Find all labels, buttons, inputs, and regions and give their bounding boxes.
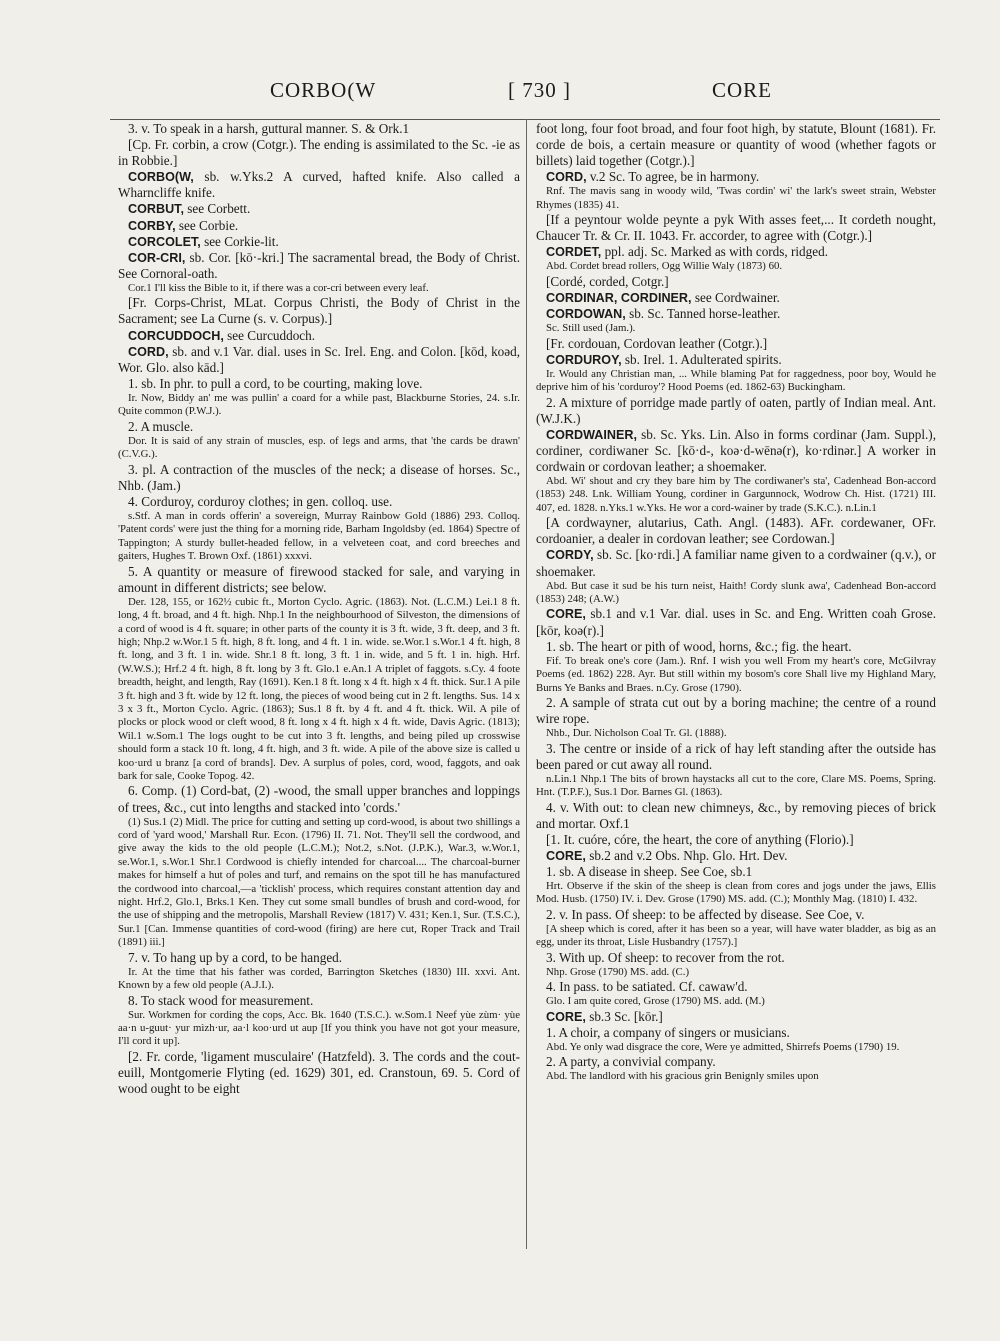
sense-paragraph: [If a peyntour wolde peynte a pyk With asses feet,... It cordeth nought, Chaucer Tr. & Cr. II. 1043. Fr. accorder, to agree with (Cotgr.).] [536,212,936,244]
dictionary-entry [118,218,520,234]
headword: CORE, [546,848,586,863]
dictionary-entry [118,234,520,250]
entry-text: see Cordwainer. [691,289,780,305]
sense-paragraph: 1. sb. The heart or pith of wood, horns, &c.; fig. the heart. [546,638,852,654]
sense-paragraph: 1. A choir, a company of singers or musicians. [546,1024,790,1040]
entry-text: sb.3 Sc. [kōr.] [585,1008,663,1024]
citation: Der. 128, 155, or 162½ cubic ft., Morton Cyclo. Agric. (1863). Not. (L.C.M.) Lei.1 8 ft. long, 4 ft. broad, and 4 ft. high. Nhp.1 In the neighbourhood of Silveston, the dimensions of a cord of wood is 4 ft. square; in other parts of the county it is 3 ft. wide, 3 ft. deep, and 3 ft. high; Nhp.2 w.Wor.1 5 ft. high, 8 ft. long, and 4 ft. 1 in. wide. se.Wor.1 s.Wor.1 4 ft. high, 8 ft. long, and 3 ft. 1 in. wide. Shr.1 8 ft. long, 3 ft. 1 in. wide, and 5 ft. 1 in. high. Hrf. (W.W.S.); Hrf.2 4 ft. high, 8 ft. long by 3 ft. Glo.1 e.An.1 A triplet of faggots. s.Cy. 4 foote breadth, height, and length, Ray (1691). Ken.1 8 ft. long x 4 ft. high x 4 ft. thick. Sur.1 A pile 3 ft. high and 3 ft. wide by 12 ft. long, the pieces of wood being cut in 2 ft. lengths. Sus. 14 x 3 x 3 ft., Morton Cyclo. Agric. (1863); Sus.1 8 ft. by 4 ft. and 4 ft. thick. Wil. A pile of plocks or plock wood or cleft wood, 8 ft. long x 4 ft. high x 4 ft. wide, Davis Agric. (1813); Wil.1 w.Som.1 The logs ought to be cut into 3 ft. lengths, and being piled up crosswise should form a stack 10 ft. long, 4 ft. high, and 3 ft. wide. A pile of the above size is called u koo·urd u branz [a cord of brands]. Dev. A surplus of poles, cord, wood, faggots, and oak bark for sale, Cooke Topog. 42. [118,595,520,782]
sense-paragraph: 4. In pass. to be satiated. Cf. cawaw'd. [546,979,748,995]
entry-text: sb. Sc. Tanned horse-leather. [625,306,781,322]
headword: CORBO(W, [128,170,194,185]
headword: CORBUT, [128,202,184,217]
sense-paragraph: 3. pl. A contraction of the muscles of the neck; a disease of horses. Sc., Nhb. (Jam.) [118,461,520,493]
sense-paragraph: 7. v. To hang up by a cord, to be hanged. [128,949,343,965]
sense-paragraph: [Fr. cordouan, Cordovan leather (Cotgr.).] [546,335,768,351]
entry-text: sb. Sc. Yks. Lin. Also in forms cordinar (Jam. Suppl.), cordiner, cordiwaner Sc. [kō·d-, koə·d-wēnə(r), ko·rdinər.] A worker in cordwain or cordovan leather; a shoemaker. [536,426,936,474]
sense-paragraph: [Fr. Corps-Christ, MLat. Corpus Christi, the Body of Christ in the Sacrament; see La Curne (s. v. Corpus).] [118,295,520,327]
column-divider [526,119,527,1249]
headword: CORBY, [128,218,176,233]
citation: Sur. Workmen for cording the cops, Acc. Bk. 1640 (T.S.C.). w.Som.1 Neef yùe zùm· yùe aa·n u-guut· yur mìzh·ur, aa·l koo·urd ut aup [If you think you have not got your measure, I'll cord it up]. [118,1008,520,1048]
dictionary-entry [118,169,520,201]
running-head-left: CORBO(W [270,78,377,102]
sense-paragraph: 2. A sample of strata cut out by a boring machine; the centre of a round wire rope. [536,694,936,727]
headword: CORCUDDOCH, [128,328,224,343]
headword: CORDINAR, CORDINER, [546,290,692,305]
citation: Rnf. The mavis sang in woody wild, 'Twas cordin' wi' the lark's sweet strain, Webster Rhymes (1835) 41. [536,185,936,211]
sense-paragraph: 3. With up. Of sheep: to recover from the rot. [546,949,785,965]
left-column [118,121,520,1247]
citation: Ir. Would any Christian man, ... While blaming Pat for raggedness, poor boy, Would he deprive him of his 'corduroy'? Hood Poems (ed. 1862-63) Buckingham. [536,367,936,394]
sense-paragraph: 4. Corduroy, corduroy clothes; in gen. colloq. use. [128,493,393,509]
sense-paragraph: 8. To stack wood for measurement. [128,992,314,1008]
entry-text: ppl. adj. Sc. Marked as with cords, ridged. [601,244,828,260]
entry-text: sb. w.Yks.2 A curved, hafted knife. Also called a Wharncliffe knife. [118,169,520,201]
dictionary-entry [536,306,936,322]
sense-paragraph: [1. It. cuóre, córe, the heart, the core of anything (Florio).] [546,831,854,847]
headword: CORDUROY, [546,352,622,367]
dictionary-entry [118,250,520,282]
dictionary-entry [536,606,936,638]
citation: Cor.1 I'll kiss the Bible to it, if there was a cor-cri between every leaf. [128,281,429,294]
dictionary-entry [536,848,936,864]
entry-text: sb.1 and v.1 Var. dial. uses in Sc. and Eng. Written coah Grose. [kōr, koə(r).] [536,606,936,638]
entry-text: sb. Irel. 1. Adulterated spirits. [621,351,782,367]
headword: CORDET, [546,245,602,260]
entry-text: see Corbie. [175,217,239,233]
sense-paragraph: 3. v. To speak in a harsh, guttural manner. S. & Ork.1 [128,121,410,136]
sense-paragraph: 2. A mixture of porridge made partly of oaten, partly of Indian meal. Ant. (W.J.K.) [536,394,936,426]
citation: Ir. Now, Biddy an' me was pullin' a coard for a while past, Blackburne Stories, 24. s.Ir. Quite common (P.W.J.). [118,391,520,418]
entry-text: see Corkie-lit. [200,233,279,249]
citation: Sc. Still used (Jam.). [546,322,636,335]
citation: Abd. Ye only wad disgrace the core, Were ye admitted, Shirrefs Poems (1790) 19. [546,1040,900,1053]
sense-paragraph: [2. Fr. corde, 'ligament musculaire' (Hatzfeld). 3. The cords and the cout-euill, Montgomerie Flyting (ed. 1629) 301, ed. Cranstoun, 69. 5. Cord of wood ought to be eight [118,1048,520,1097]
citation: Nhb., Dur. Nicholson Coal Tr. Gl. (1888). [546,727,727,740]
citation: Ir. At the time that his father was corded, Barrington Sketches (1830) III. xxvi. Ant. Known by a few old people (A.J.I.). [118,965,520,992]
entry-text: sb. Cor. [kō·-kri.] The sacramental bread, the Body of Christ. See Cornoral-oath. [118,249,520,281]
sense-paragraph: foot long, four foot broad, and four foot high, by statute, Blount (1681). Fr. corde de bois, a certain measure or quantity of wood (whether fagots or billets) laid together (Cotgr.).] [536,121,936,169]
citation: Glo. I am quite cored, Grose (1790) MS. add. (M.) [546,995,765,1008]
sense-paragraph: 2. A party, a convivial company. [546,1054,716,1070]
citation: Hrt. Observe if the skin of the sheep is clean from cores and jogs under the jaws, Ellis Mod. Husb. (1750) IV. i. Dev. Grose (1790) MS. add. (C.); Monthly Mag. (1810) I. 432. [536,880,936,906]
headword: CORCOLET, [128,234,201,249]
citation: (1) Sus.1 (2) Midl. The price for cutting and setting up cord-wood, is about two shillings a cord of 'yard wood,' Marshall Rur. Econ. (1796) II. 71. Not. They'll sell the cordwood, and give away the kids to the old people (L.C.M.); Not.2, s.Not. (J.P.K.), War.3, w.Wor.1, se.Wor.1, s.Wor.1 Shr.1 Cordwood is chiefly intended for charcoal.... The charcoal-burner makes for himself a hut of poles and turf, and remains on the spot till he has manufactured the cordwood into charcoal,—a 'ticklish' process, which requires constant attention day and night. Hrf.2, Glo.1, Brks.1 Ken. They cut some small bundles of brush and cord-wood, for the use of shipping and the metropolis, Marshall Review (1817) V. 431; Ken.1, Sur. (T.S.C.), Sur.1 [Can. Immense quantities of cord-wood (firing) are here cut, Roper Track and Trail (1891) iii.] [118,815,520,949]
entry-text: sb.2 and v.2 Obs. Nhp. Glo. Hrt. Dev. [585,847,788,863]
sense-paragraph: [Cordé, corded, Cotgr.] [546,273,669,289]
headword: CORE, [546,1009,586,1024]
entry-text: sb. and v.1 Var. dial. uses in Sc. Irel. Eng. and Colon. [kōd, koəd, Wor. Glo. also kād.] [118,343,520,375]
citation: Dor. It is said of any strain of muscles, esp. of legs and arms, that 'the cards be drawn' (C.V.G.). [118,434,520,461]
dictionary-entry [118,344,520,376]
citation: [A sheep which is cored, after it has been so a year, will have water bladder, as big as an egg, under its throat, Lisle Husbandry (1757).] [536,922,936,949]
citation: Nhp. Grose (1790) MS. add. (C.) [546,965,690,978]
dictionary-entry [536,547,936,579]
sense-paragraph: 2. v. In pass. Of sheep: to be affected by disease. See Coe, v. [546,906,865,922]
citation: n.Lin.1 Nhp.1 The bits of brown haystacks all cut to the core, Clare MS. Poems, Spring. Hnt. (T.P.F.), Sus.1 Dor. Barnes Gl. (1863). [536,772,936,799]
headword: CORDOWAN, [546,307,626,322]
headword: CORE, [546,607,586,622]
dictionary-entry [536,427,936,475]
sense-paragraph: 4. v. With out: to clean new chimneys, &c., by removing pieces of brick and mortar. Oxf.1 [536,799,936,831]
citation: Abd. But case it sud be his turn neist, Haith! Cordy slunk awa', Cadenhead Bon-accord (1853) 248; (A.W.) [536,579,936,606]
dictionary-entry [536,352,936,368]
right-column [536,121,936,1247]
sense-paragraph: [Cp. Fr. corbin, a crow (Cotgr.). The ending is assimilated to the Sc. -ie as in Robbie.] [118,137,520,169]
sense-paragraph: 6. Comp. (1) Cord-bat, (2) -wood, the small upper branches and loppings of trees, &c., cut into lengths and stacked into 'cords.' [118,783,520,815]
dictionary-entry [118,328,520,344]
entry-text: see Corbett. [183,201,251,217]
sense-paragraph: 1. sb. A disease in sheep. See Coe, sb.1 [546,863,753,879]
header-rule [110,119,940,120]
headword: CORD, [546,170,587,185]
citation: Abd. The landlord with his gracious grin Benignly smiles upon [546,1070,819,1083]
citation: Abd. Cordet bread rollers, Ogg Willie Waly (1873) 60. [546,260,783,273]
dictionary-entry [118,201,520,217]
dictionary-entry [536,290,936,306]
sense-paragraph: 2. A muscle. [128,418,194,434]
dictionary-entry [536,169,936,185]
sense-paragraph: 3. The centre or inside of a rick of hay left standing after the outside has been pared or cut away all round. [536,740,936,772]
page-header [110,78,940,110]
dictionary-entry [536,244,936,260]
sense-paragraph: 1. sb. In phr. to pull a cord, to be courting, making love. [128,375,423,391]
page-number: [ 730 ] [508,78,571,102]
entry-text: v.2 Sc. To agree, be in harmony. [586,169,760,185]
citation: Abd. Wi' shout and cry they bare him by The cordiwaner's sta', Cadenhead Bon-accord (1853) 248. Lnk. William Young, cordiner in Gargunnock, Wodrow Ch. Hist. (1721) III. 407, ed. 1828. n.Yks.1 w.Yks. He wor a cord-wainer by trade (S.K.C.). n.Lin.1 [536,475,936,514]
headword: CORDWAINER, [546,427,637,442]
citation: s.Stf. A man in cords offerin' a sovereign, Murray Rainbow Gold (1886) 293. Colloq. 'Patent cords' were just the thing for a morning ride, Barham Ingoldsby (ed. 1864) Spectre of Tappington; A sturdy bullet-headed fellow, in a velveteen coat, and cord breeches and gaiters, Hughes T. Brown Oxf. (1861) xxxvi. [118,509,520,563]
dictionary-entry [536,1009,936,1025]
headword: CORD, [128,344,169,359]
citation: Fif. To break one's core (Jam.). Rnf. I wish you well From my heart's core, McGilvray Poems (ed. 1862) 228. Ayr. But still within my bosom's core Shall live my Highland Mary, Burns Ye Banks and Braes. n.Cy. Grose (1790). [536,654,936,694]
entry-text: sb. Sc. [ko·rdi.] A familiar name given to a cordwainer (q.v.), or shoemaker. [536,547,936,579]
sense-paragraph: 5. A quantity or measure of firewood stacked for sale, and varying in amount in different districts; see below. [118,563,520,595]
sense-paragraph: [A cordwayner, alutarius, Cath. Angl. (1483). AFr. cordewaner, OFr. cordoanier, a dealer in cordovan leather; see Cordowan.] [536,515,936,547]
headword: COR-CRI, [128,250,186,265]
running-head-right: CORE [712,78,773,102]
headword: CORDY, [546,548,594,563]
entry-text: see Curcuddoch. [223,327,316,343]
